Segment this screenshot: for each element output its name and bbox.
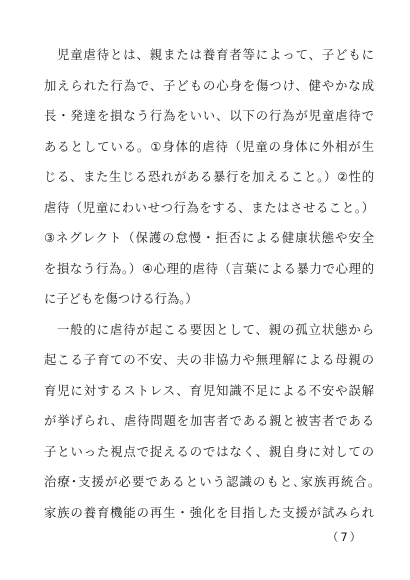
paragraph-1-line-5: じる、また生じる恐れがある暴行を加えること。）②性的 — [44, 170, 374, 184]
paragraph-2-line-4: が挙げられ、虐待問題を加害者である親と被害者である — [44, 414, 374, 428]
paragraph-1-line-8: を損なう行為。）④心理的虐待（言葉による暴力で心理的 — [44, 261, 374, 276]
paragraph-1-line-7: ③ネグレクト（保護の怠慢・拒否による健康状態や安全 — [44, 231, 374, 245]
paragraph-1-line-2: 加えられた行為で、子どもの心身を傷つけ、健やかな成 — [44, 78, 374, 93]
paragraph-1-line-1: 児童虐待とは、親または養育者等によって、子どもに — [57, 48, 374, 62]
paragraph-2-line-1: 一般的に虐待が起こる要因として、親の孤立状態から — [57, 322, 374, 337]
paragraph-2-line-7: 家族の養育機能の再生・強化を目指した支援が試みられ — [44, 505, 374, 520]
paragraph-2-line-6: 治療･支援が必要であるという認識のもと､家族再統合｡ — [44, 475, 374, 489]
paragraph-2-line-3: 育児に対するストレス、育児知識不足による不安や誤解 — [44, 383, 374, 398]
paragraph-1-line-9: に子どもを傷つける行為。） — [44, 292, 198, 306]
paragraph-1-line-4: あるとしている。①身体的虐待（児童の身体に外相が生 — [44, 139, 374, 154]
paragraph-2-line-5: 子といった視点で捉えるのではなく、親自身に対しての — [44, 444, 374, 459]
paragraph-1-line-3: 長・発達を損なう行為をいい、以下の行為が児童虐待で — [44, 109, 374, 123]
paragraph-2-line-2: 起こる子育ての不安、夫の非協力や無理解による母親の — [44, 353, 374, 367]
paragraph-1-line-6: 虐待（児童にわいせつ行為をする、またはさせること。） — [44, 200, 374, 215]
page-number: （7） — [326, 530, 364, 544]
body-text — [44, 40, 374, 528]
